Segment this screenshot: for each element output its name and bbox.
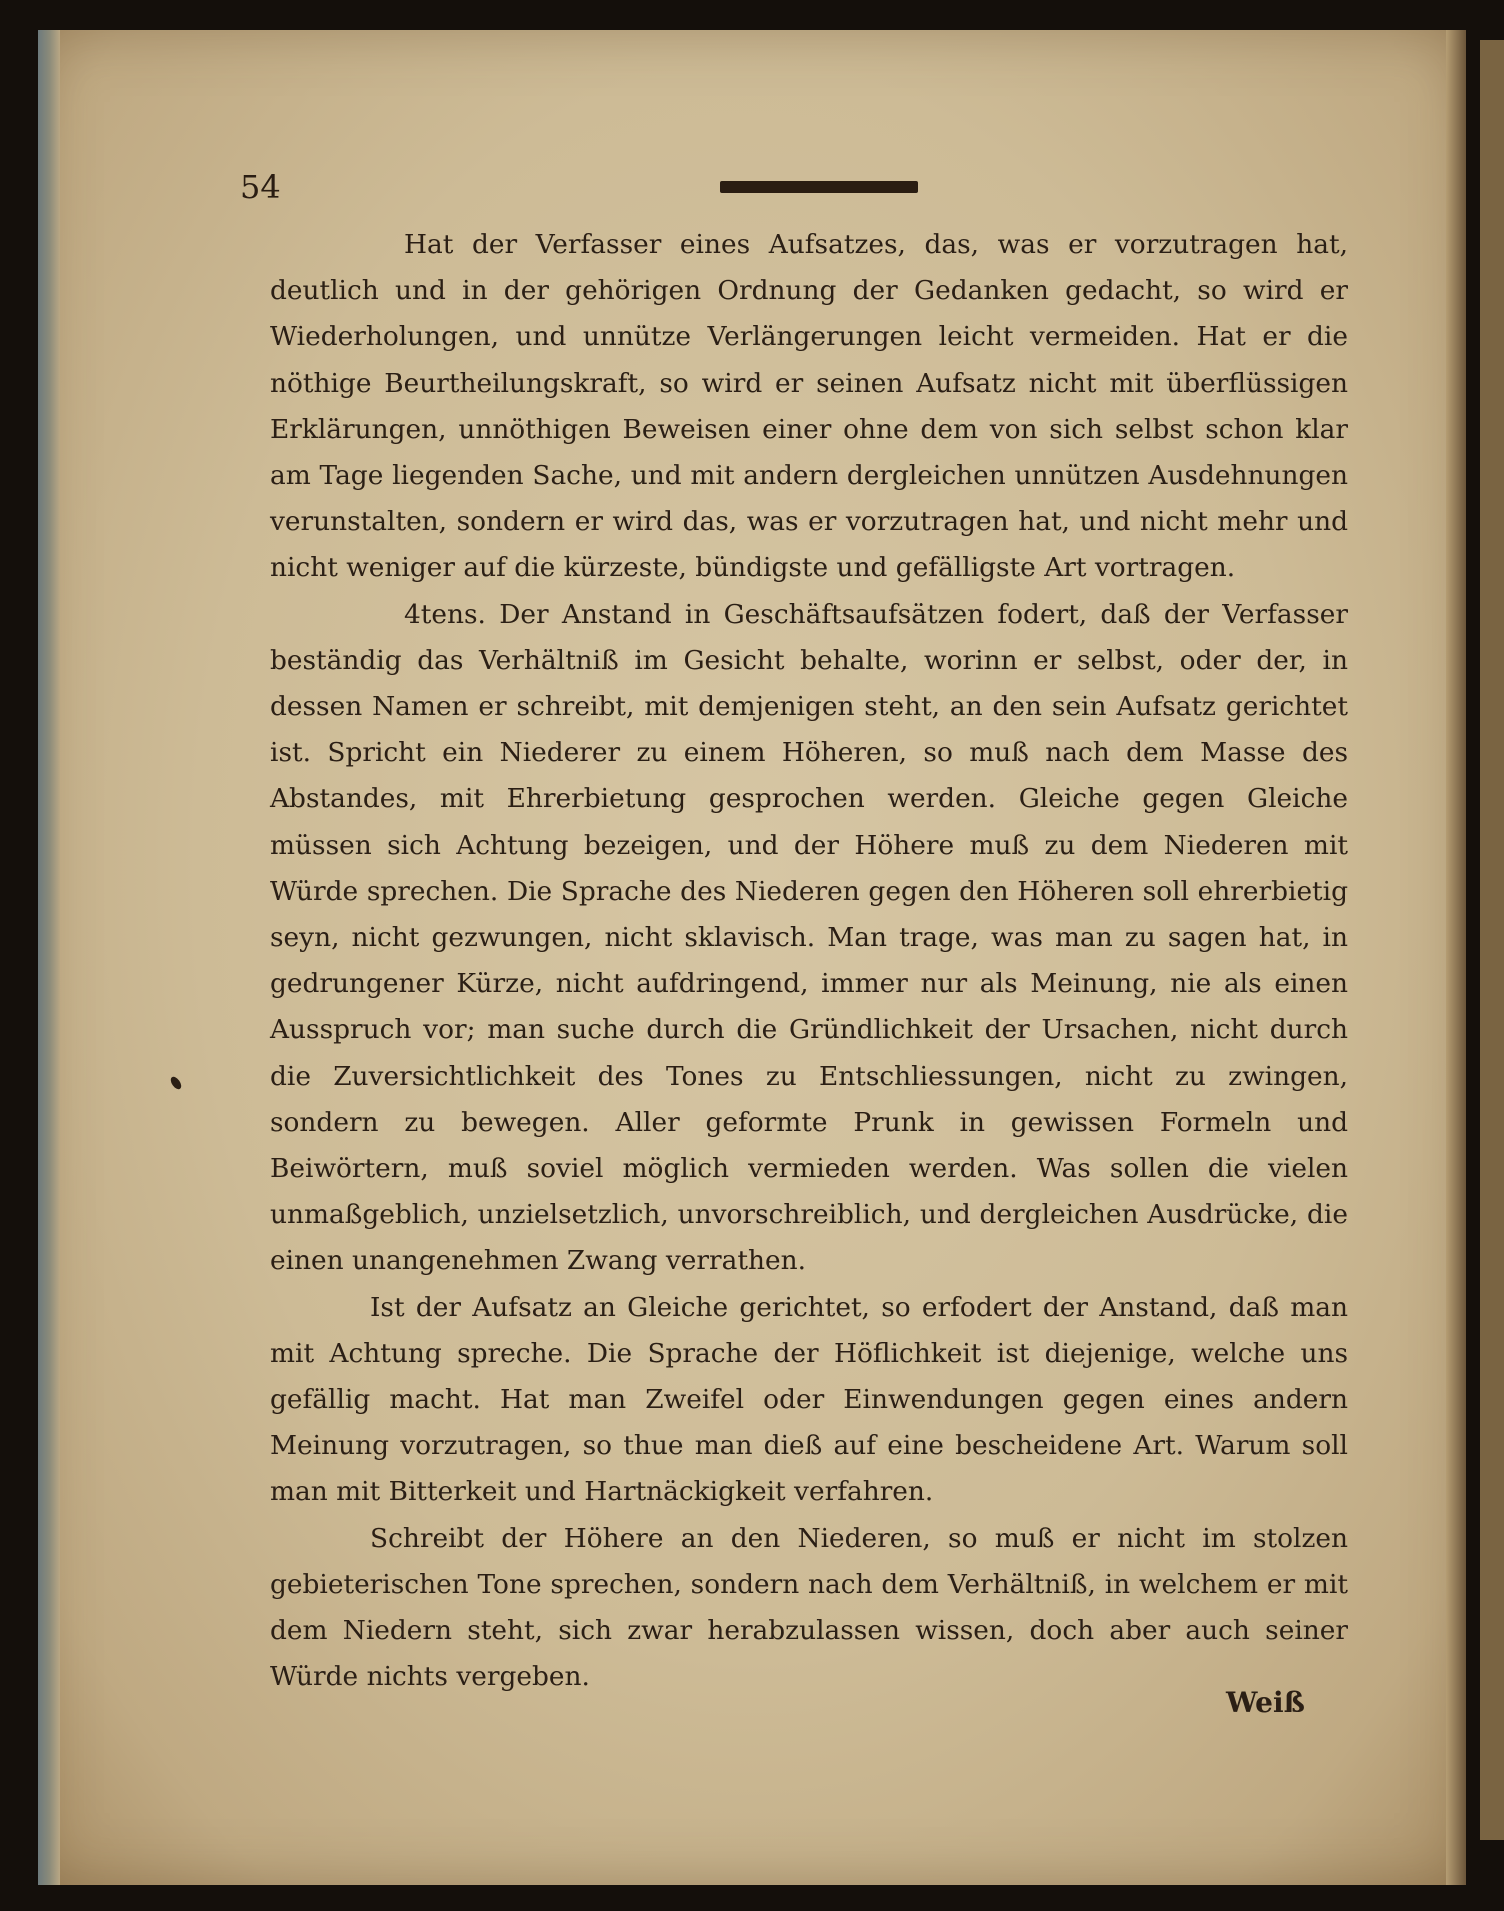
paragraph-2: 4tens. Der Anstand in Geschäftsaufsätzen fodert, daß der Verfasser beständig das Verhältniß im Gesicht behalte, worinn er selbst, oder der, in dessen Namen er schreibt, mit demjenigen steht, an den sein Aufsatz gerichtet ist. Spricht ein Niederer zu einem Höheren, so muß nach dem Masse des Abstandes, mit Ehrerbietung gesprochen werden. Gleiche gegen Gleiche müssen sich Achtung bezeigen, und der Höhere muß zu dem Niederen mit Würde sprechen. Die Sprache des Niederen gegen den Höheren soll ehrerbietig seyn, nicht gezwungen, nicht sklavisch. Man trage, was man zu sagen hat, in gedrungener Kürze, nicht aufdringend, immer nur als Meinung, nie als einen Ausspruch vor; man suche durch die Gründlichkeit der Ursachen, nicht durch die Zuversichtlichkeit des Tones zu Entschliessungen, nicht zu zwingen, sondern zu bewegen. Aller geformte Prunk in gewissen Formeln und Beiwörtern, muß soviel möglich vermieden werden. Was sollen die vielen unmaßgeblich, unzielsetzlich, unvorschreiblich, und dergleichen Ausdrücke, die einen unangenehmen Zwang verrathen. [270, 598, 1348, 1277]
paragraph-1: Hat der Verfasser eines Aufsatzes, das, was er vorzutragen hat, deutlich und in der gehörigen Ordnung der Gedanken gedacht, so wird er Wiederholungen, und unnütze Verlängerungen leicht vermeiden. Hat er die nöthige Beurtheilungskraft, so wird er seinen Aufsatz nicht mit überflüssigen Erklärungen, unnöthigen Beweisen einer ohne dem von sich selbst schon klar am Tage liegenden Sache, und mit andern dergleichen unnützen Ausdehnungen verunstalten, sondern er wird das, was er vorzutragen hat, und nicht mehr und nicht weniger auf die kürzeste, bündigste und gefälligste Art vortragen. [270, 229, 1348, 584]
paragraph-3: Ist der Aufsatz an Gleiche gerichtet, so erfodert der Anstand, daß man mit Achtung spreche. Die Sprache der Höflichkeit ist diejenige, welche uns gefällig macht. Hat man Zweifel oder Einwendungen gegen eines andern Meinung vorzutragen, so thue man dieß auf eine bescheidene Art. Warum soll man mit Bitterkeit und Hartnäckigkeit verfahren. [270, 1291, 1348, 1508]
header-rule [720, 181, 918, 193]
page-binding-edge [38, 30, 60, 1885]
body-text [270, 222, 1348, 1701]
page-number: 54 [240, 168, 281, 206]
paragraph-4: Schreibt der Höhere an den Niederen, so muß er nicht im stolzen gebieterischen Tone sprechen, sondern nach dem Verhältniß, in welchem er mit dem Niedern steht, sich zwar herabzulassen wissen, doch aber auch seiner Würde nichts vergeben. [270, 1522, 1348, 1693]
catchword: Weiß [1226, 1686, 1305, 1719]
adjacent-page-edge [1480, 40, 1504, 1840]
page-outer-edge [1446, 30, 1466, 1885]
